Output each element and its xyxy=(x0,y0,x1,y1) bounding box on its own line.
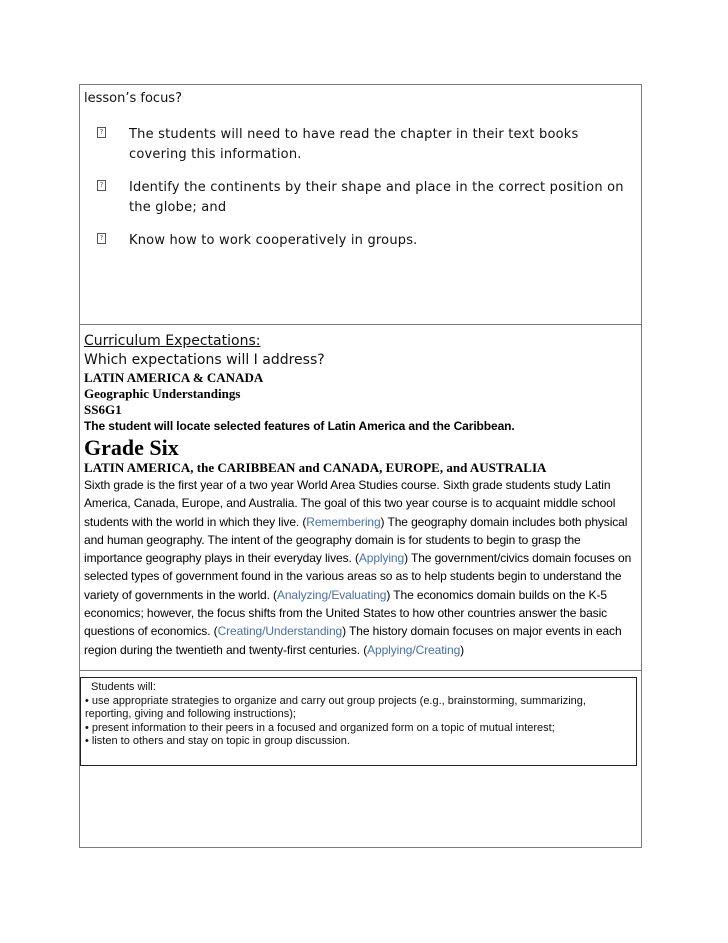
list-item xyxy=(80,178,641,218)
bloom-level-label: Applying/Creating xyxy=(367,642,461,657)
list-item xyxy=(80,231,641,251)
row-divider xyxy=(80,670,641,671)
bullet-text: Know how to work cooperatively in groups. xyxy=(129,233,418,248)
curriculum-section xyxy=(84,332,640,659)
lesson-focus-title: lesson’s focus? xyxy=(84,91,182,106)
paragraph-text: ) xyxy=(460,642,465,657)
understandings-heading: Geographic Understandings xyxy=(84,386,241,401)
curriculum-paragraph xyxy=(84,476,640,659)
curriculum-heading: Curriculum Expectations: xyxy=(84,333,261,349)
grade-title: Grade Six xyxy=(84,435,179,460)
row-divider xyxy=(80,324,641,325)
bloom-level-label: Applying xyxy=(358,551,405,566)
standard-code: SS6G1 xyxy=(84,402,122,417)
bullet-text: Identify the continents by their shape and place in the correct position on the globe; and xyxy=(129,180,624,215)
paragraph-text: ) The government/civics domain focuses on selected types of government found in the various areas so as to help students begin to understand the variety of governments in the world. ( xyxy=(84,551,632,602)
bloom-level-label: Analyzing/Evaluating xyxy=(276,587,387,602)
standard-text: The student will locate selected features of Latin America and the Caribbean. xyxy=(84,419,515,433)
students-will-title: Students will: xyxy=(91,681,156,693)
paragraph-text: ) The geography domain includes both physical and human geography. The intent of the geography domain is for students to begin to grasp the importance geography plays in their everyday lives. ( xyxy=(84,514,628,566)
list-item: • present information to their peers in a focused and organized form on a topic of mutual interest; xyxy=(85,721,555,734)
bloom-level-label: Remembering xyxy=(306,514,381,529)
bullet-text: The students will need to have read the chapter in their text books covering this information. xyxy=(129,127,579,162)
focus-bullet-list xyxy=(80,125,641,264)
missing-glyph-icon: ? xyxy=(97,127,106,138)
paragraph-text: ) The history domain focuses on major events in each region during the twentieth and twenty-first centuries. ( xyxy=(84,624,622,657)
missing-glyph-icon: ? xyxy=(97,180,106,191)
paragraph-text: Sixth grade is the first year of a two year World Area Studies course. Sixth grade students study Latin America, Canada, Europe, and Australia. The goal of this two year course is to acquaint middle school students with the world in which they live. ( xyxy=(84,478,616,529)
bloom-level-label: Creating/Understanding xyxy=(217,624,343,639)
list-item xyxy=(80,125,641,165)
list-item: • listen to others and stay on topic in group discussion. xyxy=(85,735,350,747)
missing-glyph-icon: ? xyxy=(97,233,106,244)
curriculum-question: Which expectations will I address? xyxy=(84,352,325,368)
list-item: • use appropriate strategies to organize and carry out group projects (e.g., brainstorming, summarizing, reporting, giving and following instructions); xyxy=(85,694,586,720)
paragraph-text: ) The economics domain builds on the K-5 economics; however, the focus shifts from the United States to how other countries answer the basic questions of economics. ( xyxy=(84,587,608,639)
students-will-box xyxy=(80,677,637,766)
region-heading: LATIN AMERICA & CANADA xyxy=(84,370,264,385)
grade-subtitle: LATIN AMERICA, the CARIBBEAN and CANADA, EUROPE, and AUSTRALIA xyxy=(84,460,547,475)
